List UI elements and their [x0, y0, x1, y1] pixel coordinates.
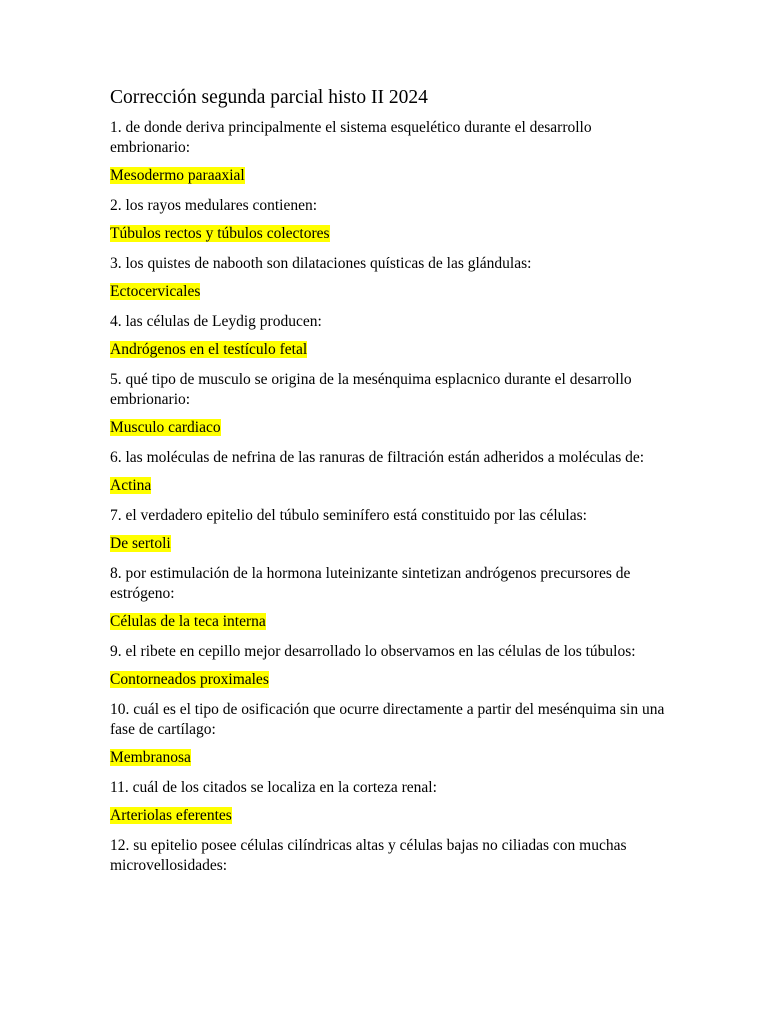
- qa-item-9: [110, 642, 670, 690]
- question-2: 2. los rayos medulares contienen:: [110, 197, 318, 214]
- qa-item-8: [110, 564, 670, 632]
- answer-8-highlight: Células de la teca interna: [110, 613, 266, 630]
- answer-2: [110, 224, 670, 244]
- answer-3-highlight: Ectocervicales: [110, 283, 201, 300]
- qa-item-7: [110, 506, 670, 554]
- answer-3: [110, 282, 670, 302]
- document-page: [110, 86, 670, 884]
- answer-8: [110, 612, 670, 632]
- answer-9: [110, 670, 670, 690]
- qa-item-12: [110, 836, 670, 876]
- answer-11-highlight: Arteriolas eferentes: [110, 807, 232, 824]
- answer-10: [110, 748, 670, 768]
- qa-item-2: [110, 196, 670, 244]
- answer-9-highlight: Contorneados proximales: [110, 671, 269, 688]
- qa-item-10: [110, 700, 670, 768]
- answer-10-highlight: Membranosa: [110, 749, 191, 766]
- answer-7-highlight: De sertoli: [110, 535, 171, 552]
- qa-item-1: [110, 118, 670, 186]
- answer-4: [110, 340, 670, 360]
- answer-1: [110, 166, 670, 186]
- question-7: 7. el verdadero epitelio del túbulo seminífero está constituido por las células:: [110, 507, 587, 524]
- qa-item-5: [110, 370, 670, 438]
- question-6: 6. las moléculas de nefrina de las ranuras de filtración están adheridos a moléculas de:: [110, 449, 645, 466]
- question-12: 12. su epitelio posee células cilíndricas altas y células bajas no ciliadas con muchas microvellosidades:: [110, 837, 627, 874]
- document-title: Corrección segunda parcial histo II 2024: [110, 87, 428, 108]
- question-5: 5. qué tipo de musculo se origina de la mesénquima esplacnico durante el desarrollo embrionario:: [110, 371, 632, 408]
- answer-6-highlight: Actina: [110, 477, 152, 494]
- answer-6: [110, 476, 670, 496]
- answer-2-highlight: Túbulos rectos y túbulos colectores: [110, 225, 330, 242]
- answer-11: [110, 806, 670, 826]
- question-1: 1. de donde deriva principalmente el sistema esquelético durante el desarrollo embrionario:: [110, 119, 592, 156]
- answer-5-highlight: Musculo cardiaco: [110, 419, 221, 436]
- qa-item-4: [110, 312, 670, 360]
- answer-4-highlight: Andrógenos en el testículo fetal: [110, 341, 308, 358]
- question-4: 4. las células de Leydig producen:: [110, 313, 322, 330]
- question-11: 11. cuál de los citados se localiza en la corteza renal:: [110, 779, 437, 796]
- question-3: 3. los quistes de nabooth son dilataciones quísticas de las glándulas:: [110, 255, 532, 272]
- question-8: 8. por estimulación de la hormona luteinizante sintetizan andrógenos precursores de estrógeno:: [110, 565, 631, 602]
- answer-5: [110, 418, 670, 438]
- question-10: 10. cuál es el tipo de osificación que ocurre directamente a partir del mesénquima sin una fase de cartílago:: [110, 701, 665, 738]
- question-9: 9. el ribete en cepillo mejor desarrollado lo observamos en las células de los túbulos:: [110, 643, 636, 660]
- qa-item-6: [110, 448, 670, 496]
- qa-item-3: [110, 254, 670, 302]
- qa-item-11: [110, 778, 670, 826]
- answer-1-highlight: Mesodermo paraaxial: [110, 167, 245, 184]
- answer-7: [110, 534, 670, 554]
